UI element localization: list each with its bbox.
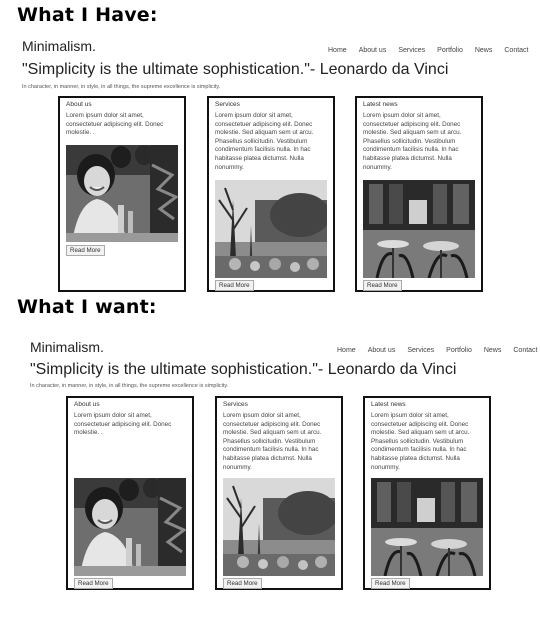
site-brand[interactable]: Minimalism. xyxy=(30,339,104,355)
hero-tagline: In character, in manner, in style, in all things, the supreme excellence is simplicity. xyxy=(22,84,221,90)
site-brand[interactable]: Minimalism. xyxy=(22,38,96,54)
card-title: Services xyxy=(223,401,248,408)
cafe-terrace-photo xyxy=(371,478,483,576)
card-text: Lorem ipsum dolor sit amet, consectetuer adipiscing elit. Donec molestie. Sed aliquam sem ut arcu. Phasellus sollicitudin. Vestibulum condimentum facilisis nulla. In hac habitasse platea dictumst. Nulla nonummy. xyxy=(223,412,322,471)
hero-tagline: In character, in manner, in style, in all things, the supreme excellence is simplicity. xyxy=(30,383,229,389)
nav-news[interactable]: News xyxy=(483,347,502,354)
card-text: Lorem ipsum dolor sit amet, consectetuer adipiscing elit. Donec molestie. Sed aliquam sem ut arcu. Phasellus sollicitudin. Vestibulum condimentum facilisis nulla. In hac habitasse platea dictumst. Nulla nonummy. xyxy=(363,112,462,171)
woman-smiling-photo xyxy=(66,145,178,242)
card-about-us xyxy=(66,396,194,590)
card-title: Services xyxy=(215,101,240,108)
read-more-button[interactable]: Read More xyxy=(223,578,262,589)
nav-news[interactable]: News xyxy=(474,47,493,54)
card-title: Latest news xyxy=(371,401,406,408)
nav-about-us[interactable]: About us xyxy=(358,47,387,54)
card-text: Lorem ipsum dolor sit amet, consectetuer adipiscing elit. Donec molestie. . xyxy=(66,112,164,137)
park-trees-photo xyxy=(215,180,327,278)
card-about-us xyxy=(58,96,186,292)
main-nav xyxy=(337,347,538,354)
card-latest-news xyxy=(355,96,483,292)
nav-services[interactable]: Services xyxy=(398,47,426,54)
hero-quote: "Simplicity is the ultimate sophistication."- Leonardo da Vinci xyxy=(22,61,449,78)
nav-contact[interactable]: Contact xyxy=(504,47,529,54)
read-more-button[interactable]: Read More xyxy=(74,578,113,589)
nav-portfolio[interactable]: Portfolio xyxy=(437,47,463,54)
nav-services[interactable]: Services xyxy=(407,347,435,354)
nav-portfolio[interactable]: Portfolio xyxy=(446,347,472,354)
card-services xyxy=(215,396,343,590)
hero-quote: "Simplicity is the ultimate sophistication."- Leonardo da Vinci xyxy=(30,361,457,378)
card-services xyxy=(207,96,335,292)
read-more-button[interactable]: Read More xyxy=(66,245,105,256)
woman-smiling-photo xyxy=(74,478,186,576)
nav-home[interactable]: Home xyxy=(328,47,347,54)
card-title: About us xyxy=(66,101,92,108)
card-text: Lorem ipsum dolor sit amet, consectetuer adipiscing elit. Donec molestie. Sed aliquam sem ut arcu. Phasellus sollicitudin. Vestibulum condimentum facilisis nulla. In hac habitasse platea dictumst. Nulla nonummy. xyxy=(215,112,314,171)
main-nav xyxy=(328,47,529,54)
cafe-terrace-photo xyxy=(363,180,475,278)
read-more-button[interactable]: Read More xyxy=(363,280,402,291)
site-preview-have xyxy=(0,32,540,294)
card-text: Lorem ipsum dolor sit amet, consectetuer adipiscing elit. Donec molestie. Sed aliquam sem ut arcu. Phasellus sollicitudin. Vestibulum condimentum facilisis nulla. In hac habitasse platea dictumst. Nulla nonummy. xyxy=(371,412,470,471)
section-heading-want: What I want: xyxy=(17,296,157,318)
site-preview-want xyxy=(0,330,540,600)
park-trees-photo xyxy=(223,478,335,576)
read-more-button[interactable]: Read More xyxy=(215,280,254,291)
card-title: About us xyxy=(74,401,100,408)
card-text: Lorem ipsum dolor sit amet, consectetuer adipiscing elit. Donec molestie. . xyxy=(74,412,172,437)
card-latest-news xyxy=(363,396,491,590)
read-more-button[interactable]: Read More xyxy=(371,578,410,589)
nav-about-us[interactable]: About us xyxy=(367,347,396,354)
card-title: Latest news xyxy=(363,101,398,108)
nav-home[interactable]: Home xyxy=(337,347,356,354)
nav-contact[interactable]: Contact xyxy=(513,347,538,354)
section-heading-have: What I Have: xyxy=(17,4,158,26)
